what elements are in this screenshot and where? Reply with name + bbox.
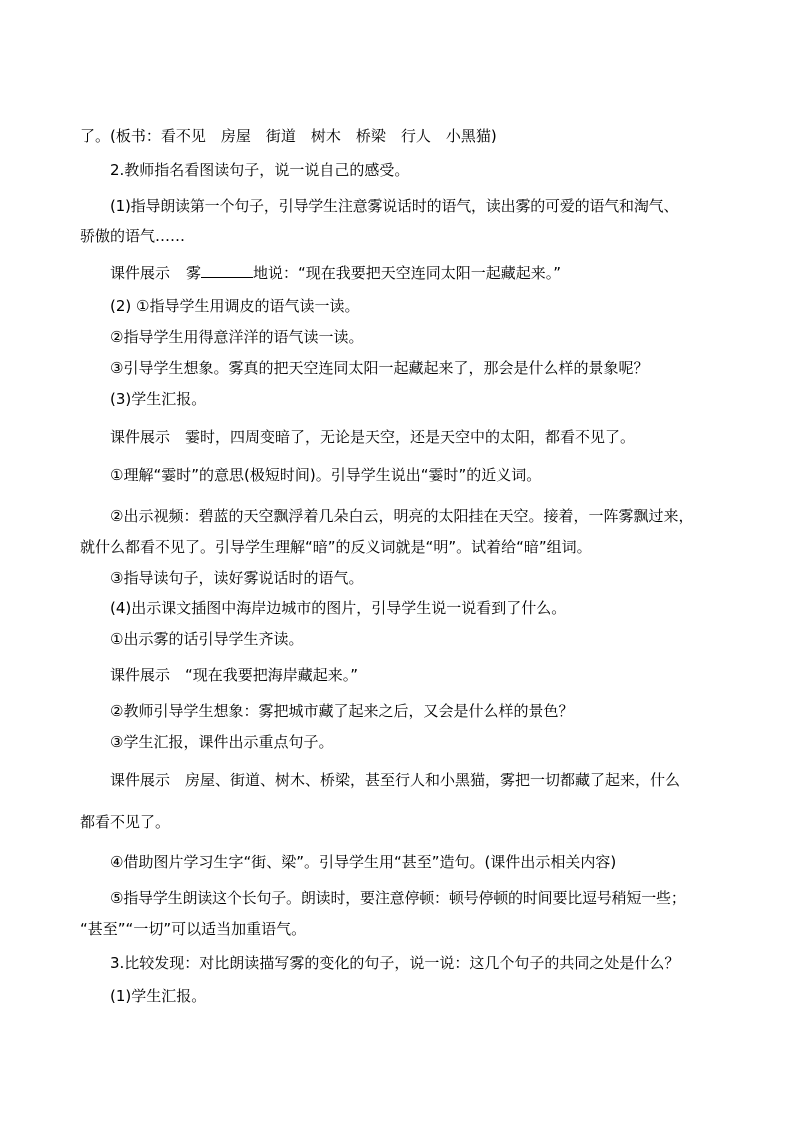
fill-after: 地说：“现在我要把天空连同太阳一起藏起来。” bbox=[253, 264, 562, 282]
text-line: ①理解“霎时”的意思(极短时间)。引导学生说出“霎时”的近义词。 bbox=[110, 466, 542, 484]
text-line: ①出示雾的话引导学生齐读。 bbox=[110, 630, 304, 648]
text-line: ③指导读句子，读好雾说话时的语气。 bbox=[110, 569, 364, 587]
blank-underline bbox=[201, 263, 253, 278]
text-line: “甚至”“一切”可以适当加重语气。 bbox=[80, 920, 307, 938]
text-line: (3)学生汇报。 bbox=[110, 390, 207, 408]
text-line: ③引导学生想象。雾真的把天空连同太阳一起藏起来了，那会是什么样的景象呢？ bbox=[110, 359, 649, 377]
courseware-line: 课件展示 房屋、街道、树木、桥梁，甚至行人和小黑猫，雾把一切都藏了起来，什么 bbox=[110, 771, 681, 789]
text-line: (1)学生汇报。 bbox=[110, 987, 207, 1005]
text-line: 了。(板书：看不见 房屋 街道 树木 桥梁 行人 小黑猫) bbox=[80, 127, 497, 145]
text-line: ④借助图片学习生字“街、梁”。引导学生用“甚至”造句。(课件出示相关内容) bbox=[110, 853, 617, 871]
text-line: (4)出示课文插图中海岸边城市的图片，引导学生说一说看到了什么。 bbox=[110, 599, 567, 617]
courseware-line: 课件展示 “现在我要把海岸藏起来。” bbox=[110, 666, 359, 684]
courseware-line: 课件展示 霎时，四周变暗了，无论是天空，还是天空中的太阳，都看不见了。 bbox=[110, 428, 636, 446]
text-line: 2.教师指名看图读句子，说一说自己的感受。 bbox=[110, 161, 410, 179]
courseware-fill-line bbox=[110, 263, 561, 283]
text-line: ⑤指导学生朗读这个长句子。朗读时，要注意停顿：顿号停顿的时间要比逗号稍短一些； bbox=[110, 889, 686, 907]
text-line: (2) ①指导学生用调皮的语气读一读。 bbox=[110, 297, 360, 315]
text-line: ②出示视频：碧蓝的天空飘浮着几朵白云，明亮的太阳挂在天空。接着，一阵雾飘过来， bbox=[110, 507, 694, 525]
text-line: ②教师引导学生想象：雾把城市藏了起来之后，又会是什么样的景色？ bbox=[110, 702, 574, 720]
fill-before: 雾 bbox=[186, 264, 202, 282]
text-line: ③学生汇报，课件出示重点句子。 bbox=[110, 733, 334, 751]
text-line: 3.比较发现：对比朗读描写雾的变化的句子，说一说：这几个句子的共同之处是什么？ bbox=[110, 954, 680, 972]
text-line: 就什么都看不见了。引导学生理解“暗”的反义词就是“明”。试着给“暗”组词。 bbox=[80, 538, 592, 556]
text-line: ②指导学生用得意洋洋的语气读一读。 bbox=[110, 328, 364, 346]
text-line: 都看不见了。 bbox=[80, 813, 171, 831]
courseware-label: 课件展示 bbox=[110, 264, 171, 282]
text-line: (1)指导朗读第一个句子，引导学生注意雾说话时的语气，读出雾的可爱的语气和淘气、 bbox=[110, 197, 679, 215]
text-line: 骄傲的语气…… bbox=[80, 227, 186, 245]
